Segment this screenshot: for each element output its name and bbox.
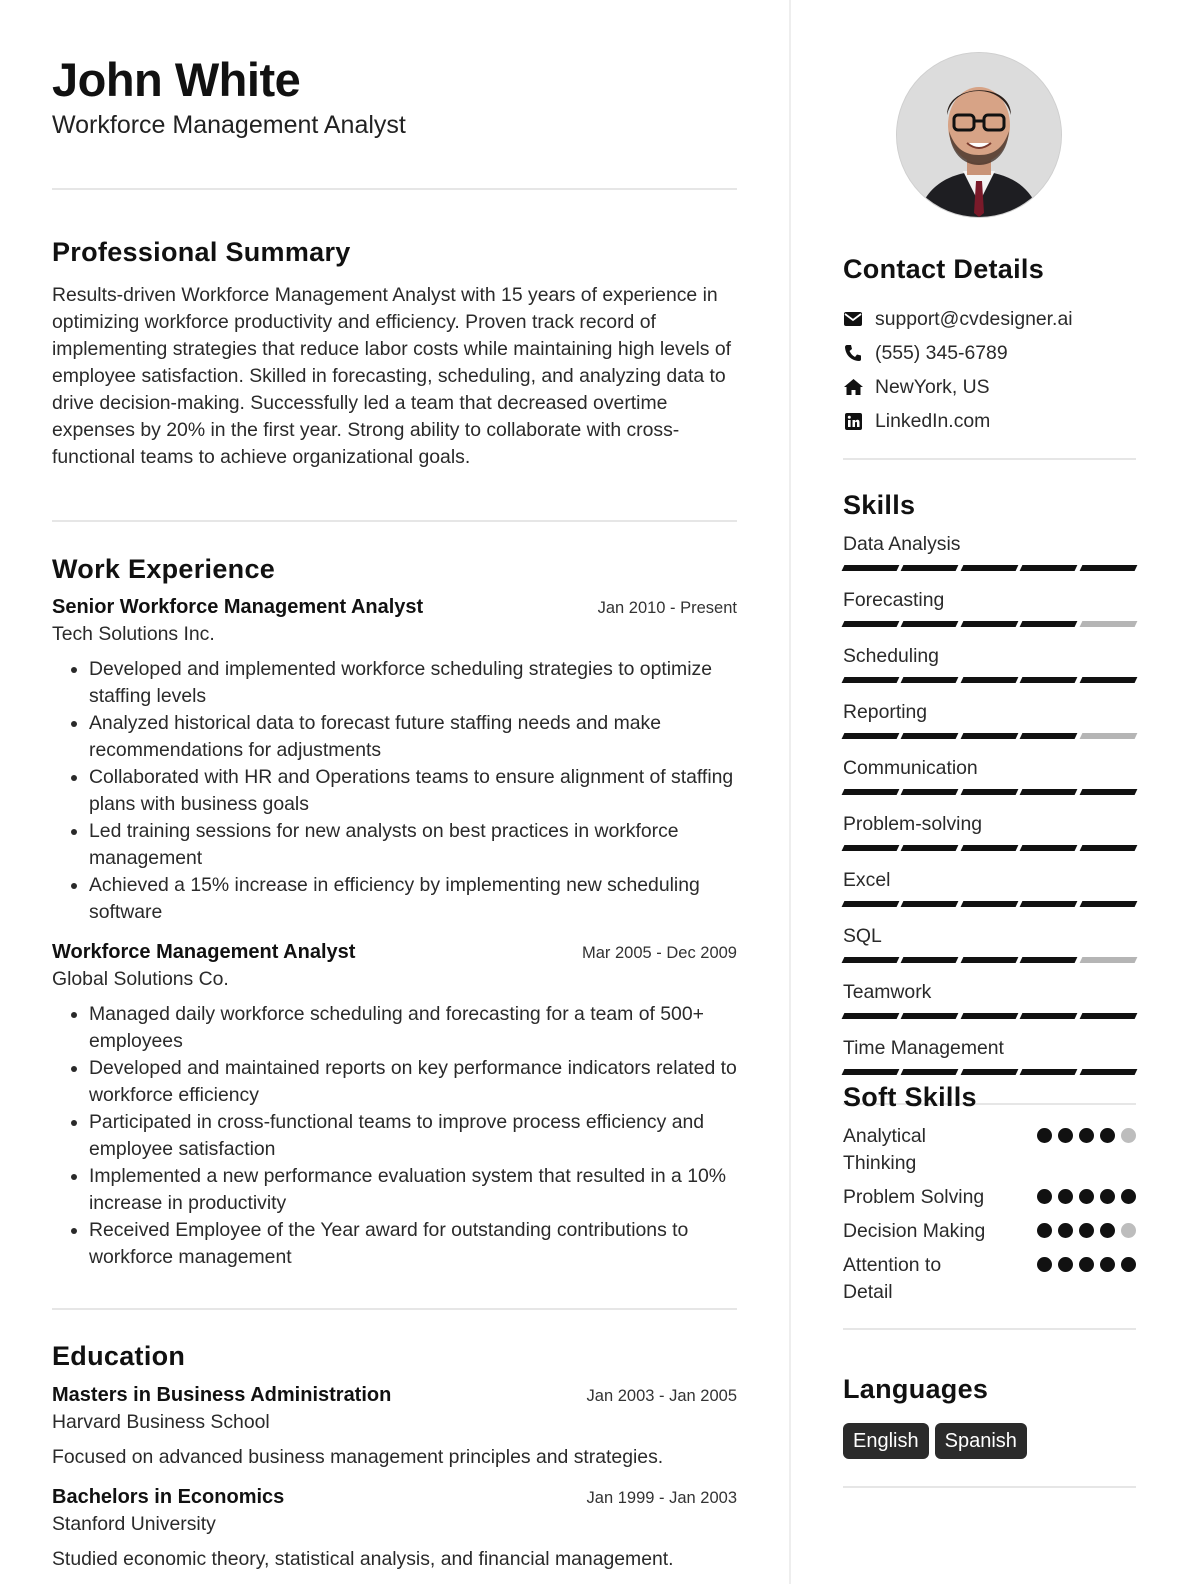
skill-item <box>843 531 1136 571</box>
language-pill: Spanish <box>935 1423 1027 1459</box>
skill-level-segment <box>1020 677 1078 683</box>
contact-email-text: support@cvdesigner.ai <box>875 307 1073 330</box>
skill-name: Scheduling <box>843 645 939 667</box>
education-description: Studied economic theory, statistical analysis, and financial management. <box>52 1548 674 1570</box>
skill-item <box>843 755 1136 795</box>
skill-level-segment <box>1079 901 1137 907</box>
skill-level-segment <box>842 845 900 851</box>
bullet-item: • Managed daily workforce scheduling and forecasting for a team of 500+ employees <box>89 1001 737 1055</box>
contact-phone[interactable] <box>843 336 1136 370</box>
skill-name: Time Management <box>843 1037 1004 1059</box>
skill-name: Reporting <box>843 701 928 723</box>
soft-skill-rating <box>1037 1128 1136 1143</box>
soft-skill-name: Analytical Thinking <box>843 1125 926 1174</box>
job-title: Workforce Management Analyst <box>52 941 356 963</box>
skill-level-segment <box>1020 1013 1078 1019</box>
bullet-item: • Developed and implemented workforce scheduling strategies to optimize staffing levels <box>89 656 737 710</box>
skill-level-segment <box>842 733 900 739</box>
skill-name: Forecasting <box>843 589 945 611</box>
skill-item <box>843 811 1136 851</box>
skill-name: Problem-solving <box>843 813 983 835</box>
skill-item <box>843 1035 1136 1075</box>
skill-name: Communication <box>843 757 978 779</box>
rating-dot <box>1100 1223 1115 1238</box>
skill-level-segment <box>842 789 900 795</box>
summary-heading: Professional Summary <box>52 237 351 267</box>
profile-photo <box>896 52 1062 218</box>
contact-heading: Contact Details <box>843 254 1045 284</box>
skill-level-segment <box>960 789 1018 795</box>
portrait-illustration <box>897 53 1061 217</box>
rating-dot <box>1121 1223 1136 1238</box>
section-divider <box>843 458 1136 460</box>
soft-skill-item <box>843 1123 1136 1177</box>
skill-level-segment <box>1020 733 1078 739</box>
skill-level-segment <box>1020 901 1078 907</box>
section-divider <box>843 1486 1136 1488</box>
rating-dot <box>1079 1128 1094 1143</box>
rating-dot <box>1037 1257 1052 1272</box>
rating-dot <box>1121 1189 1136 1204</box>
contact-section <box>843 251 1136 460</box>
rating-dot <box>1058 1128 1073 1143</box>
skill-level-segment <box>1079 1069 1137 1075</box>
contact-location <box>843 370 1136 404</box>
rating-dot <box>1100 1189 1115 1204</box>
bullet-item: • Participated in cross-functional teams to improve process efficiency and employee satisfaction <box>89 1109 737 1163</box>
job-entry <box>52 939 737 1271</box>
skill-level-segment <box>842 1013 900 1019</box>
rating-dot <box>1121 1128 1136 1143</box>
soft-skill-item <box>843 1184 1136 1211</box>
skill-level-segment <box>1020 845 1078 851</box>
rating-dot <box>1121 1257 1136 1272</box>
job-date: Jan 2010 - Present <box>597 599 737 617</box>
summary-section <box>52 234 737 471</box>
soft-skills-heading: Soft Skills <box>843 1082 977 1112</box>
bullet-item: • Collaborated with HR and Operations teams to ensure alignment of staffing plans with business goals <box>89 764 737 818</box>
skill-level-segment <box>960 677 1018 683</box>
section-divider <box>52 1308 737 1310</box>
soft-skill-rating <box>1037 1257 1136 1272</box>
rating-dot <box>1037 1223 1052 1238</box>
school-name: Harvard Business School <box>52 1411 270 1433</box>
skill-level-segment <box>901 565 959 571</box>
skill-level-segment <box>1020 1069 1078 1075</box>
skill-level-segment <box>1020 789 1078 795</box>
skill-level-segment <box>901 1013 959 1019</box>
skill-level-segment <box>901 1069 959 1075</box>
education-heading: Education <box>52 1341 186 1371</box>
bullet-item: • Led training sessions for new analysts on best practices in workforce management <box>89 818 737 872</box>
bullet-item: • Achieved a 15% increase in efficiency by implementing new scheduling software <box>89 872 737 926</box>
skill-item <box>843 699 1136 739</box>
soft-skill-name: Attention to Detail <box>843 1254 942 1303</box>
experience-section <box>52 551 737 1271</box>
section-divider <box>843 1328 1136 1330</box>
main-column <box>52 52 737 1573</box>
job-company: Global Solutions Co. <box>52 968 229 990</box>
soft-skill-name: Decision Making <box>843 1220 986 1242</box>
skill-item <box>843 643 1136 683</box>
skill-level-segment <box>960 733 1018 739</box>
skill-item <box>843 587 1136 627</box>
skill-name: SQL <box>843 925 882 947</box>
languages-list <box>843 1423 1136 1459</box>
bullet-item: • Received Employee of the Year award for outstanding contributions to workforce management <box>89 1217 737 1271</box>
contact-linkedin[interactable] <box>843 404 1136 438</box>
soft-skill-item <box>843 1252 1136 1306</box>
column-divider <box>789 0 791 1584</box>
skill-item <box>843 867 1136 907</box>
soft-skill-rating <box>1037 1223 1136 1238</box>
rating-dot <box>1079 1189 1094 1204</box>
skill-level-segment <box>842 677 900 683</box>
soft-skills-list <box>843 1123 1136 1306</box>
skill-level-segment <box>960 957 1018 963</box>
rating-dot <box>1100 1257 1115 1272</box>
bullet-item: • Implemented a new performance evaluation system that resulted in a 10% increase in productivity <box>89 1163 737 1217</box>
education-date: Jan 1999 - Jan 2003 <box>586 1489 737 1507</box>
skill-level-segment <box>1079 789 1137 795</box>
rating-dot <box>1058 1223 1073 1238</box>
section-divider <box>52 520 737 522</box>
contact-email[interactable] <box>843 302 1136 336</box>
skill-level-segment <box>901 621 959 627</box>
rating-dot <box>1058 1257 1073 1272</box>
education-entry <box>52 1382 737 1471</box>
skill-level-segment <box>960 621 1018 627</box>
skill-level-segment <box>960 901 1018 907</box>
skill-level-segment <box>1079 621 1137 627</box>
envelope-icon <box>843 309 863 329</box>
skill-item <box>843 979 1136 1019</box>
skill-level-segment <box>901 733 959 739</box>
skill-level-bar <box>843 565 1136 571</box>
degree-title: Bachelors in Economics <box>52 1486 285 1508</box>
skill-level-segment <box>842 1069 900 1075</box>
soft-skills-section <box>843 1079 1136 1330</box>
bullet-item: • Analyzed historical data to forecast future staffing needs and make recommendations for adjustments <box>89 710 737 764</box>
skill-level-bar <box>843 621 1136 627</box>
skill-level-bar <box>843 957 1136 963</box>
candidate-name: John White <box>52 53 301 106</box>
experience-heading: Work Experience <box>52 554 276 584</box>
skill-item <box>843 923 1136 963</box>
skill-level-bar <box>843 845 1136 851</box>
linkedin-icon <box>843 411 863 431</box>
rating-dot <box>1058 1189 1073 1204</box>
home-icon <box>843 377 863 397</box>
skill-level-segment <box>1020 621 1078 627</box>
section-divider <box>52 188 737 190</box>
skill-level-segment <box>1079 677 1137 683</box>
skill-level-segment <box>842 565 900 571</box>
skills-list <box>843 531 1136 1075</box>
language-pill: English <box>843 1423 929 1459</box>
school-name: Stanford University <box>52 1513 216 1535</box>
job-title: Senior Workforce Management Analyst <box>52 596 424 618</box>
skill-name: Teamwork <box>843 981 932 1003</box>
job-bullets <box>52 656 737 926</box>
education-date: Jan 2003 - Jan 2005 <box>586 1387 737 1405</box>
rating-dot <box>1079 1223 1094 1238</box>
skill-level-segment <box>1079 845 1137 851</box>
contact-phone-text: (555) 345-6789 <box>875 341 1008 364</box>
job-entry <box>52 594 737 926</box>
rating-dot <box>1100 1128 1115 1143</box>
job-company: Tech Solutions Inc. <box>52 623 215 645</box>
skill-level-segment <box>901 957 959 963</box>
skill-level-segment <box>842 621 900 627</box>
skill-level-segment <box>901 677 959 683</box>
job-date: Mar 2005 - Dec 2009 <box>581 944 737 962</box>
phone-icon <box>843 343 863 363</box>
soft-skill-item <box>843 1218 1136 1245</box>
languages-section <box>843 1371 1136 1488</box>
skill-level-bar <box>843 1069 1136 1075</box>
skill-level-bar <box>843 733 1136 739</box>
skill-level-segment <box>901 901 959 907</box>
candidate-title: Workforce Management Analyst <box>52 111 406 139</box>
education-entry <box>52 1484 737 1573</box>
skill-name: Excel <box>843 869 891 891</box>
education-description: Focused on advanced business management principles and strategies. <box>52 1446 664 1468</box>
degree-title: Masters in Business Administration <box>52 1384 392 1406</box>
skill-level-segment <box>842 957 900 963</box>
skill-level-segment <box>901 789 959 795</box>
skill-level-bar <box>843 677 1136 683</box>
skill-level-bar <box>843 789 1136 795</box>
skill-level-segment <box>842 901 900 907</box>
contact-linkedin-text: LinkedIn.com <box>875 409 991 432</box>
skill-level-bar <box>843 901 1136 907</box>
languages-heading: Languages <box>843 1374 989 1404</box>
skill-level-segment <box>901 845 959 851</box>
skill-level-segment <box>1020 957 1078 963</box>
skill-level-segment <box>1020 565 1078 571</box>
skill-level-segment <box>1079 733 1137 739</box>
bullet-item: • Developed and maintained reports on key performance indicators related to workforce efficiency <box>89 1055 737 1109</box>
education-section <box>52 1338 737 1573</box>
job-bullets <box>52 1001 737 1271</box>
contact-location-text: NewYork, US <box>875 375 990 398</box>
rating-dot <box>1079 1257 1094 1272</box>
summary-text: Results-driven Workforce Management Analyst with 15 years of experience in optimizing workforce productivity and efficiency. Proven track record of implementing strategies that reduce labor costs while maintaining high levels of employee satisfaction. Skilled in forecasting, scheduling, and analyzing data to drive decision-making. Successfully led a team that decreased overtime expenses by 20% in the first year. Strong ability to collaborate with cross-functional teams to achieve organizational goals. <box>52 284 732 468</box>
soft-skill-rating <box>1037 1189 1136 1204</box>
soft-skill-name: Problem Solving <box>843 1186 985 1208</box>
skill-level-segment <box>960 845 1018 851</box>
skill-level-segment <box>960 565 1018 571</box>
skills-heading: Skills <box>843 490 916 520</box>
skill-level-segment <box>1079 565 1137 571</box>
skill-level-segment <box>1079 1013 1137 1019</box>
skill-name: Data Analysis <box>843 533 961 555</box>
skill-level-segment <box>960 1069 1018 1075</box>
skill-level-segment <box>1079 957 1137 963</box>
skill-level-bar <box>843 1013 1136 1019</box>
rating-dot <box>1037 1128 1052 1143</box>
skill-level-segment <box>960 1013 1018 1019</box>
skills-section <box>843 487 1136 1105</box>
rating-dot <box>1037 1189 1052 1204</box>
